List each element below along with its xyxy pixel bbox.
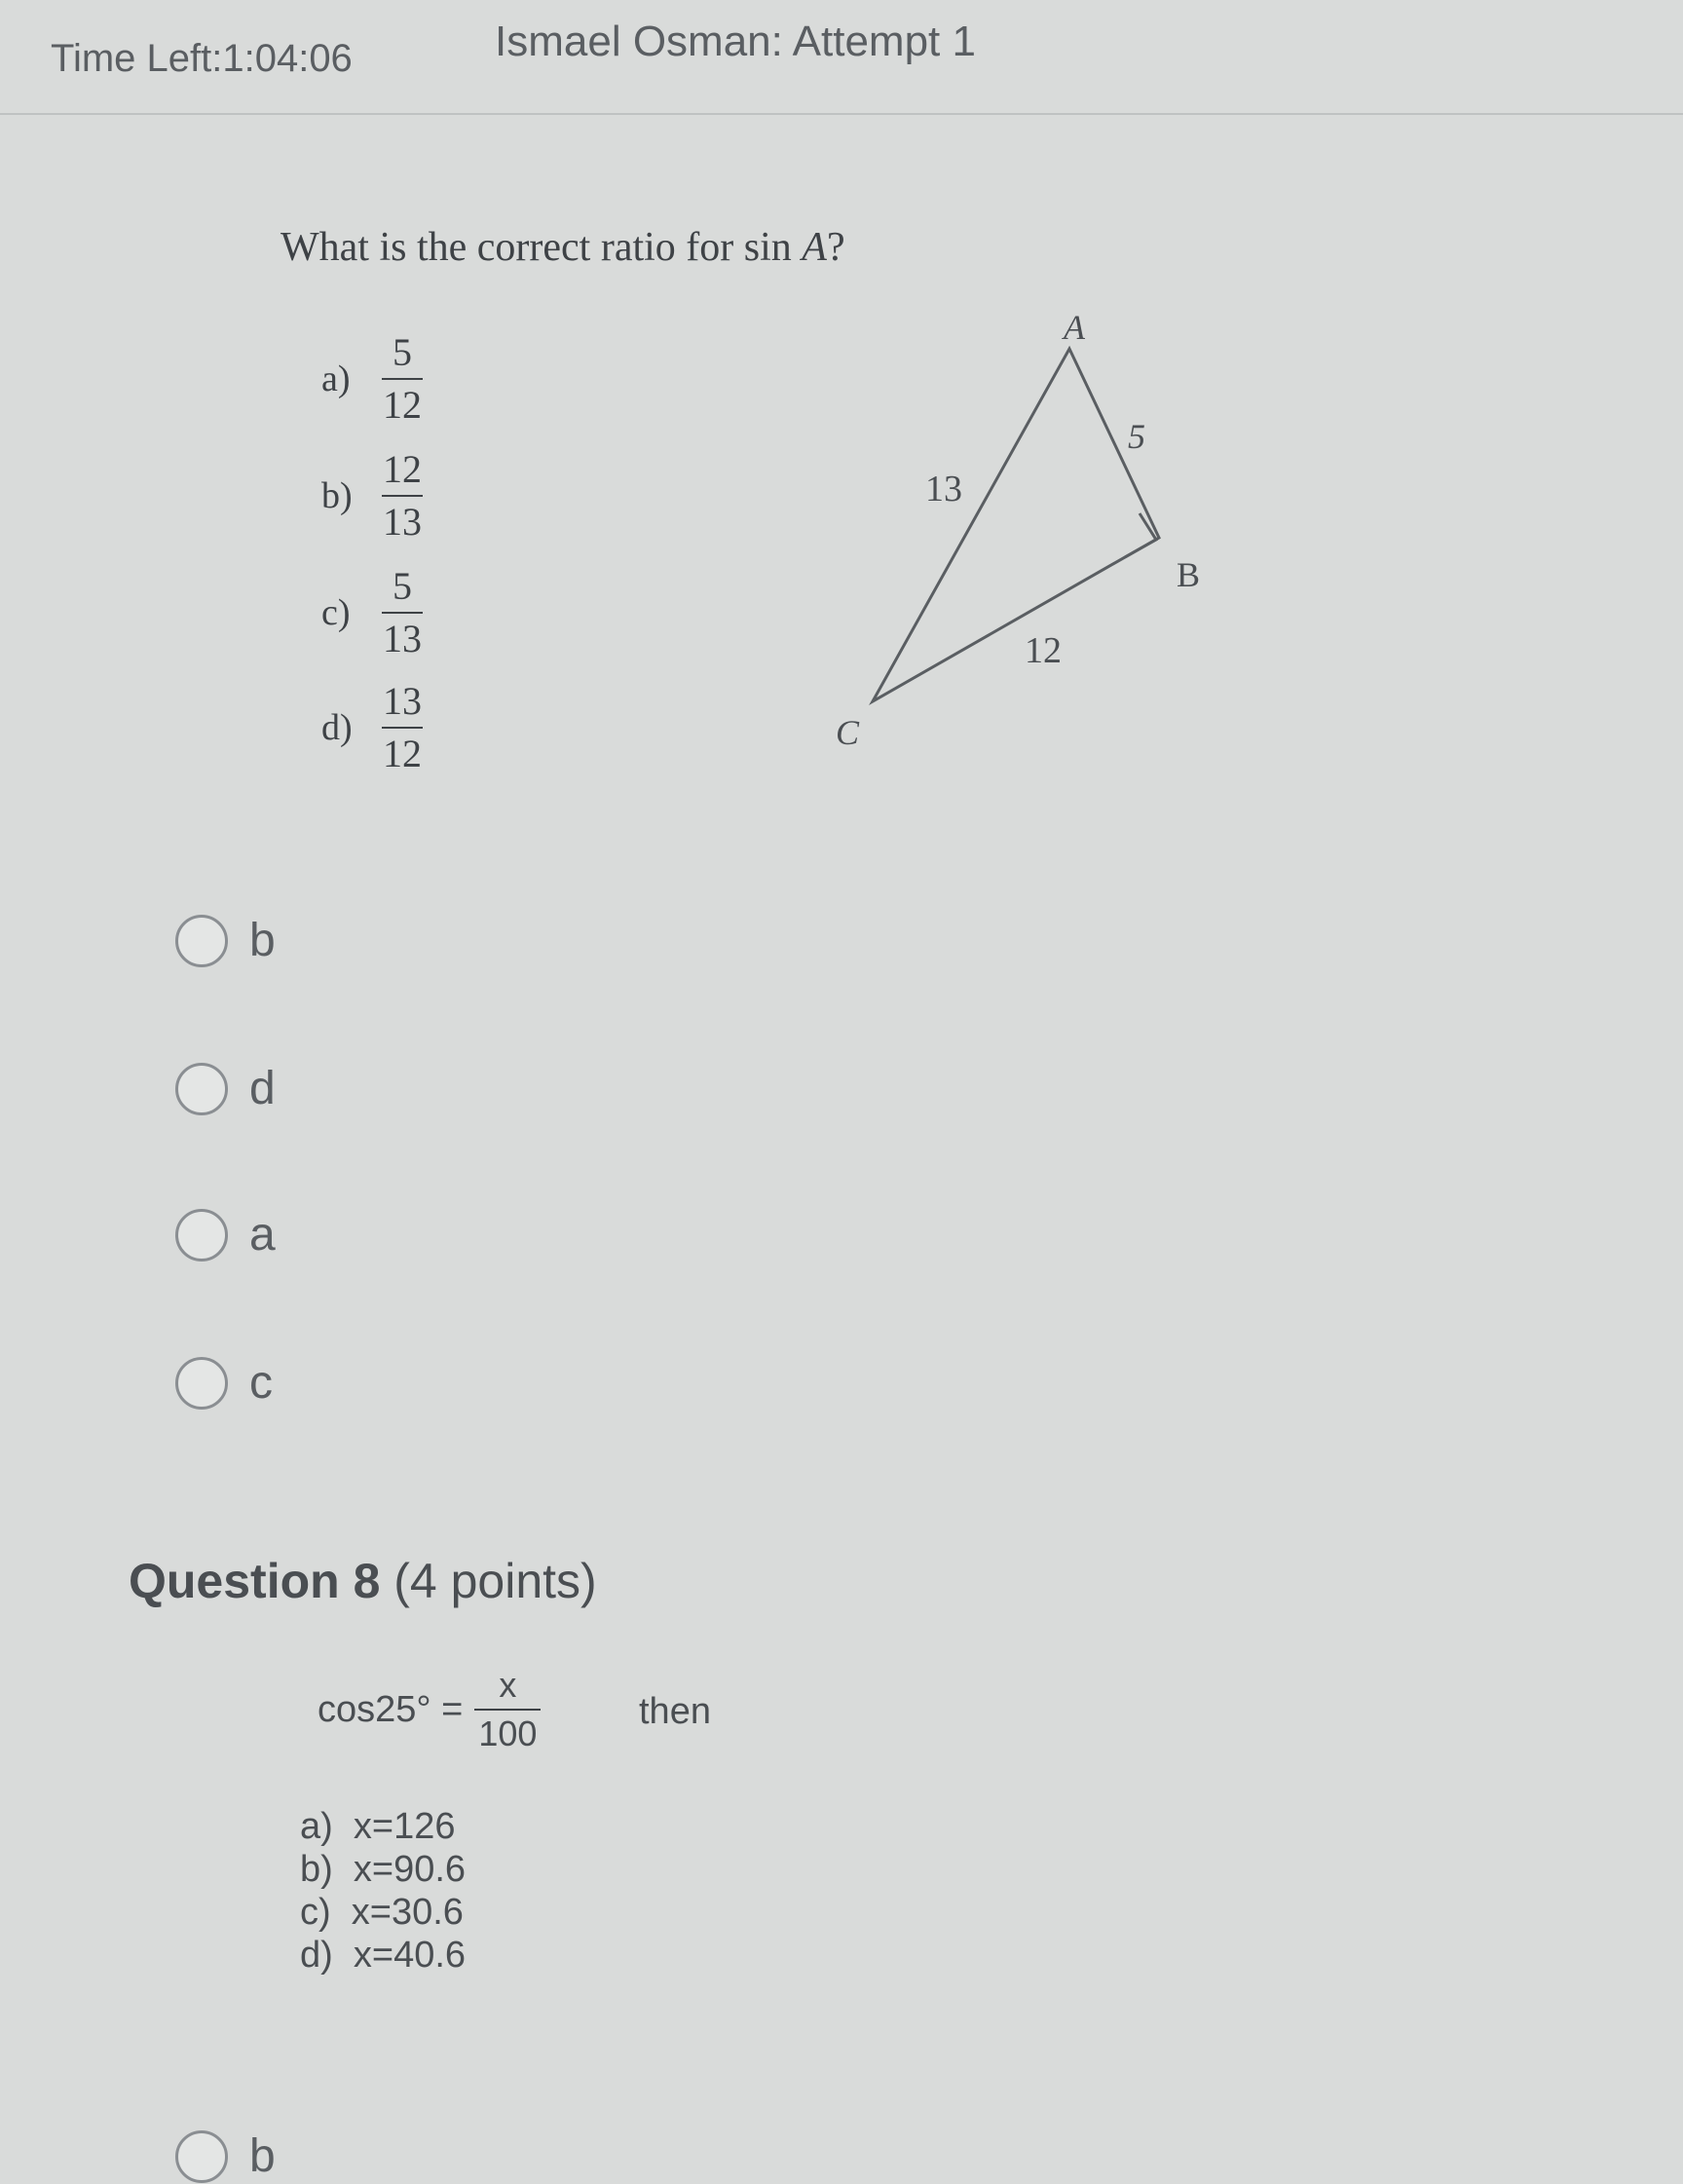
option-label: b: [249, 915, 276, 966]
choice-letter: a): [321, 358, 351, 399]
numerator: 5: [393, 564, 412, 608]
answer-option-b[interactable]: [175, 914, 276, 967]
numerator: 12: [383, 447, 422, 491]
prompt-end: ?: [826, 225, 845, 270]
vertex-b-label: B: [1177, 555, 1201, 594]
q8-answer-option-b[interactable]: [175, 2129, 276, 2183]
denominator: 12: [383, 732, 422, 775]
answer-option-c[interactable]: [175, 1356, 273, 1410]
time-left: Time Left:1:04:06: [51, 37, 353, 80]
option-label: b: [249, 2130, 276, 2182]
fraction: [382, 679, 423, 775]
question-prompt: [280, 224, 845, 271]
question-8-title: [129, 1553, 597, 1609]
denominator: 12: [383, 383, 422, 427]
option-label: a: [249, 1209, 276, 1261]
triangle-shape: [873, 349, 1159, 701]
q8-option-d: d) x=40.6: [300, 1935, 467, 1976]
radio-button[interactable]: [175, 2130, 228, 2183]
radio-button[interactable]: [175, 1063, 228, 1115]
denominator: 13: [383, 500, 422, 544]
equation-denominator: 100: [478, 1713, 538, 1753]
denominator: 13: [383, 617, 422, 660]
q8-option-c: c) x=30.6: [300, 1892, 464, 1933]
cosine-equation: [318, 1665, 541, 1753]
fraction: [382, 330, 423, 427]
question-points: (4 points): [380, 1554, 597, 1608]
ratio-choice-d: [321, 679, 423, 775]
side-ca-label: 13: [925, 469, 962, 509]
attempt-title: Ismael Osman: Attempt 1: [495, 18, 976, 65]
side-cb-label: 12: [1025, 630, 1062, 671]
numerator: 5: [393, 330, 412, 374]
top-bar: [0, 0, 1683, 115]
ratio-choice-b: [321, 447, 423, 544]
answer-option-d[interactable]: [175, 1062, 276, 1115]
choice-letter: c): [321, 592, 351, 633]
numerator: 13: [383, 679, 422, 723]
prompt-variable: A: [802, 225, 827, 270]
fraction: [382, 564, 423, 660]
option-label: d: [249, 1063, 276, 1114]
then-text: then: [639, 1691, 711, 1732]
side-ab-label: 5: [1128, 417, 1145, 456]
radio-button[interactable]: [175, 1357, 228, 1410]
radio-button[interactable]: [175, 1209, 228, 1261]
option-label: c: [249, 1357, 273, 1409]
choice-letter: d): [321, 707, 353, 748]
q8-option-a: a) x=126: [300, 1806, 456, 1847]
question-number: Question 8: [129, 1554, 381, 1608]
ratio-choice-a: [321, 330, 423, 427]
equation-left: cos25° =: [318, 1688, 464, 1730]
equation-fraction: [474, 1665, 541, 1753]
fraction: [382, 447, 423, 544]
prompt-text: What is the correct ratio for sin: [280, 225, 803, 270]
equation-numerator: x: [499, 1665, 517, 1705]
choice-letter: b): [321, 475, 353, 516]
vertex-c-label: C: [836, 713, 860, 752]
ratio-choice-c: [321, 564, 423, 660]
answer-option-a[interactable]: [175, 1208, 276, 1261]
q8-option-b: b) x=90.6: [300, 1849, 467, 1890]
triangle-diagram: [818, 292, 1227, 779]
radio-button[interactable]: [175, 915, 228, 967]
vertex-a-label: A: [1064, 308, 1085, 347]
